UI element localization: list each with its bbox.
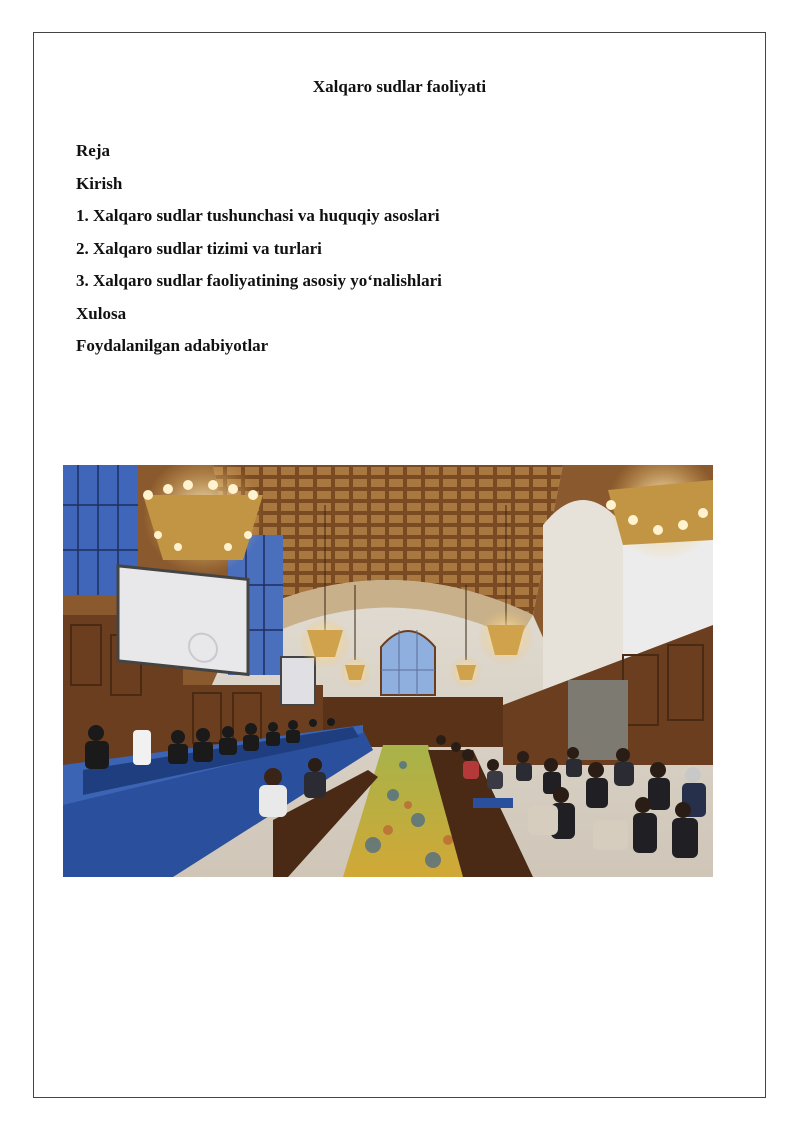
- outline-item-section-2: 2. Xalqaro sudlar tizimi va turlari: [76, 238, 322, 258]
- outline-item-reja: Reja: [76, 141, 110, 160]
- courtroom-photo: [63, 465, 713, 877]
- outline-item-section-3: 3. Xalqaro sudlar faoliyatining asosiy yo‘nalishlari: [76, 271, 442, 290]
- outline-item-section-1: 1. Xalqaro sudlar tushunchasi va huquqiy asoslari: [76, 206, 440, 225]
- outline-item-xulosa: Xulosa: [76, 303, 127, 323]
- document-title: Xalqaro sudlar faoliyati: [312, 77, 487, 96]
- outline-list: [76, 140, 442, 368]
- outline-item-adabiyotlar: Foydalanilgan adabiyotlar: [76, 336, 269, 355]
- outline-item-kirish: Kirish: [76, 173, 123, 193]
